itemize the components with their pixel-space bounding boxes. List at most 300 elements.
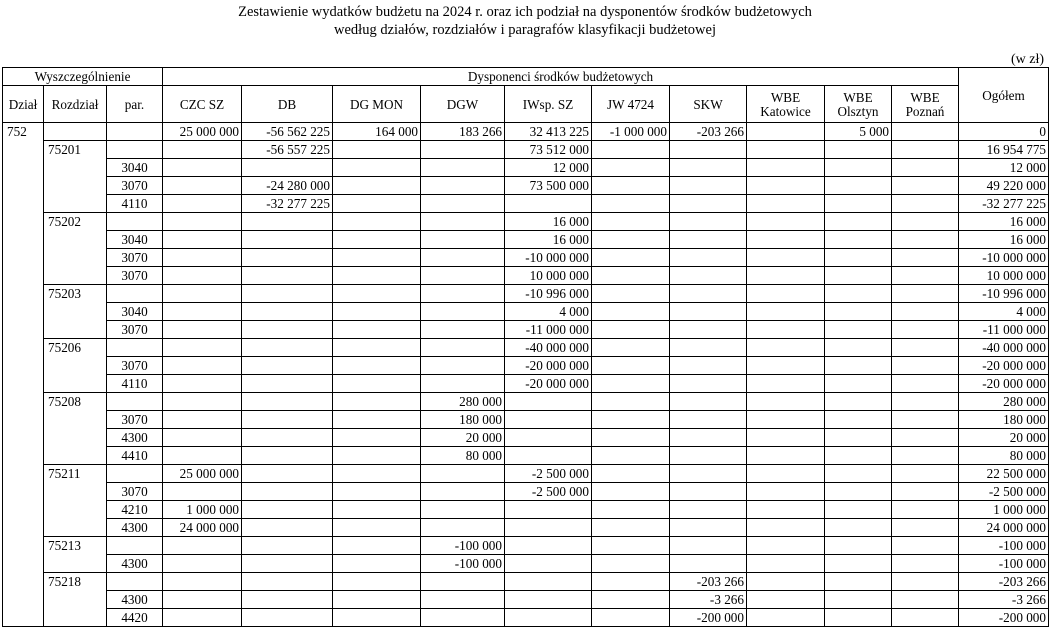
value-cell	[670, 537, 747, 555]
value-cell	[333, 501, 421, 519]
table-row	[3, 537, 1049, 555]
value-cell: 4 000	[505, 303, 592, 321]
value-cell	[747, 285, 825, 303]
value-cell: -100 000	[421, 537, 505, 555]
value-cell	[421, 591, 505, 609]
value-cell	[670, 411, 747, 429]
value-cell	[163, 429, 242, 447]
table-row	[3, 339, 1049, 357]
value-cell	[333, 429, 421, 447]
rozdzial-cell: 75201	[44, 141, 107, 213]
table-row	[3, 357, 1049, 375]
rozdzial-cell: 75218	[44, 573, 107, 627]
value-cell	[163, 159, 242, 177]
budget-table	[2, 67, 1049, 627]
value-cell	[892, 159, 959, 177]
value-cell: -56 562 225	[242, 123, 333, 141]
value-cell	[242, 591, 333, 609]
total-cell: -2 500 000	[959, 483, 1049, 501]
value-cell	[825, 231, 892, 249]
value-cell	[333, 357, 421, 375]
value-cell: -32 277 225	[242, 195, 333, 213]
par-cell	[107, 285, 163, 303]
par-cell	[107, 573, 163, 591]
title-line-2: według działów, rozdziałów i paragrafów klasyfikacji budżetowej	[334, 22, 716, 38]
total-cell: 12 000	[959, 159, 1049, 177]
value-cell: 20 000	[421, 429, 505, 447]
value-cell	[747, 357, 825, 375]
par-cell: 3040	[107, 303, 163, 321]
value-cell	[892, 411, 959, 429]
value-cell: -203 266	[670, 123, 747, 141]
value-cell	[670, 465, 747, 483]
value-cell	[592, 483, 670, 501]
value-cell	[163, 555, 242, 573]
value-cell	[747, 123, 825, 141]
value-cell	[592, 213, 670, 231]
value-cell	[747, 393, 825, 411]
rozdzial-cell: 75208	[44, 393, 107, 465]
table-row	[3, 321, 1049, 339]
value-cell	[592, 195, 670, 213]
par-cell: 3070	[107, 483, 163, 501]
rozdzial-cell: 75202	[44, 213, 107, 285]
table-row	[3, 123, 1049, 141]
value-cell	[892, 483, 959, 501]
table-row	[3, 447, 1049, 465]
value-cell	[825, 339, 892, 357]
value-cell	[670, 321, 747, 339]
value-cell	[592, 303, 670, 321]
value-cell	[505, 411, 592, 429]
value-cell: -20 000 000	[505, 357, 592, 375]
value-cell	[747, 249, 825, 267]
value-cell	[670, 375, 747, 393]
value-cell: 180 000	[421, 411, 505, 429]
value-cell	[892, 591, 959, 609]
value-cell	[421, 357, 505, 375]
par-cell: 3070	[107, 357, 163, 375]
value-cell	[333, 213, 421, 231]
value-cell	[670, 501, 747, 519]
value-cell: 10 000 000	[505, 267, 592, 285]
value-cell	[505, 195, 592, 213]
value-cell	[892, 465, 959, 483]
table-row	[3, 465, 1049, 483]
value-cell	[747, 159, 825, 177]
value-cell	[747, 411, 825, 429]
value-cell	[333, 591, 421, 609]
title-line-1: Zestawienie wydatków budżetu na 2024 r. oraz ich podział na dysponentów środków budżetowych	[238, 4, 812, 20]
par-cell: 3070	[107, 267, 163, 285]
value-cell	[747, 591, 825, 609]
value-cell	[892, 141, 959, 159]
table-row	[3, 285, 1049, 303]
value-cell	[825, 177, 892, 195]
value-cell	[505, 393, 592, 411]
value-cell	[421, 141, 505, 159]
value-cell: 73 512 000	[505, 141, 592, 159]
value-cell	[421, 573, 505, 591]
value-cell	[892, 519, 959, 537]
par-cell	[107, 141, 163, 159]
value-cell	[892, 249, 959, 267]
dzial-cell: 752	[3, 123, 44, 627]
value-cell	[825, 375, 892, 393]
value-cell	[421, 285, 505, 303]
value-cell	[670, 447, 747, 465]
value-cell	[592, 573, 670, 591]
total-cell: 22 500 000	[959, 465, 1049, 483]
value-cell	[670, 159, 747, 177]
value-cell	[670, 339, 747, 357]
value-cell	[892, 195, 959, 213]
value-cell	[670, 357, 747, 375]
value-cell: -2 500 000	[505, 465, 592, 483]
value-cell: -203 266	[670, 573, 747, 591]
value-cell	[825, 285, 892, 303]
header-col-4: IWsp. SZ	[505, 86, 592, 123]
total-cell: 16 000	[959, 213, 1049, 231]
rozdzial-cell: 75211	[44, 465, 107, 537]
value-cell	[242, 375, 333, 393]
value-cell	[892, 231, 959, 249]
document-title	[0, 3, 1050, 39]
header-rozdzial: Rozdział	[44, 86, 107, 123]
value-cell	[892, 321, 959, 339]
value-cell	[242, 321, 333, 339]
value-cell	[333, 555, 421, 573]
value-cell	[670, 303, 747, 321]
value-cell	[892, 339, 959, 357]
value-cell	[825, 393, 892, 411]
value-cell	[333, 267, 421, 285]
value-cell	[163, 483, 242, 501]
value-cell	[333, 159, 421, 177]
par-cell	[107, 537, 163, 555]
value-cell: -40 000 000	[505, 339, 592, 357]
value-cell	[421, 519, 505, 537]
par-cell	[107, 393, 163, 411]
header-col-0: CZC SZ	[163, 86, 242, 123]
rozdzial-cell: 75213	[44, 537, 107, 573]
value-cell	[242, 267, 333, 285]
par-cell: 4110	[107, 375, 163, 393]
value-cell	[421, 339, 505, 357]
value-cell	[421, 375, 505, 393]
table-row	[3, 483, 1049, 501]
value-cell	[333, 573, 421, 591]
value-cell	[163, 141, 242, 159]
value-cell	[242, 159, 333, 177]
value-cell	[333, 195, 421, 213]
value-cell	[747, 339, 825, 357]
value-cell	[421, 303, 505, 321]
value-cell	[163, 213, 242, 231]
value-cell	[747, 483, 825, 501]
rozdzial-cell: 75206	[44, 339, 107, 393]
value-cell	[892, 537, 959, 555]
value-cell	[825, 303, 892, 321]
value-cell	[163, 303, 242, 321]
table-row	[3, 231, 1049, 249]
value-cell	[670, 231, 747, 249]
value-cell	[747, 303, 825, 321]
value-cell	[670, 483, 747, 501]
value-cell	[747, 573, 825, 591]
par-cell	[107, 465, 163, 483]
value-cell	[505, 501, 592, 519]
value-cell	[421, 483, 505, 501]
value-cell	[163, 609, 242, 627]
value-cell	[242, 537, 333, 555]
value-cell: -56 557 225	[242, 141, 333, 159]
value-cell: -11 000 000	[505, 321, 592, 339]
value-cell	[825, 213, 892, 231]
value-cell	[747, 177, 825, 195]
par-cell: 3070	[107, 177, 163, 195]
value-cell	[592, 159, 670, 177]
value-cell	[505, 429, 592, 447]
par-cell: 3070	[107, 321, 163, 339]
value-cell	[892, 303, 959, 321]
value-cell	[163, 591, 242, 609]
total-cell: -100 000	[959, 537, 1049, 555]
total-cell: 24 000 000	[959, 519, 1049, 537]
value-cell	[505, 609, 592, 627]
value-cell	[242, 501, 333, 519]
value-cell	[747, 195, 825, 213]
value-cell	[892, 555, 959, 573]
value-cell	[892, 285, 959, 303]
par-cell: 3040	[107, 231, 163, 249]
total-cell: 16 000	[959, 231, 1049, 249]
value-cell: 1 000 000	[163, 501, 242, 519]
value-cell	[163, 195, 242, 213]
par-cell: 3070	[107, 249, 163, 267]
value-cell: -24 280 000	[242, 177, 333, 195]
value-cell	[242, 411, 333, 429]
value-cell	[592, 231, 670, 249]
table-row	[3, 249, 1049, 267]
value-cell	[163, 339, 242, 357]
value-cell	[670, 519, 747, 537]
total-cell: 280 000	[959, 393, 1049, 411]
value-cell	[825, 141, 892, 159]
value-cell	[892, 429, 959, 447]
value-cell	[163, 537, 242, 555]
value-cell	[163, 411, 242, 429]
value-cell: -20 000 000	[505, 375, 592, 393]
value-cell	[747, 429, 825, 447]
total-cell: 0	[959, 123, 1049, 141]
value-cell	[242, 465, 333, 483]
value-cell: -100 000	[421, 555, 505, 573]
value-cell: 183 266	[421, 123, 505, 141]
value-cell	[892, 267, 959, 285]
value-cell	[242, 393, 333, 411]
total-cell: -200 000	[959, 609, 1049, 627]
value-cell	[421, 213, 505, 231]
value-cell	[670, 393, 747, 411]
table-row	[3, 411, 1049, 429]
table-row	[3, 375, 1049, 393]
table-row	[3, 303, 1049, 321]
value-cell	[242, 447, 333, 465]
value-cell	[333, 375, 421, 393]
value-cell	[825, 447, 892, 465]
value-cell	[163, 321, 242, 339]
value-cell	[333, 483, 421, 501]
value-cell: 73 500 000	[505, 177, 592, 195]
value-cell	[242, 231, 333, 249]
par-cell: 4300	[107, 429, 163, 447]
value-cell	[747, 447, 825, 465]
value-cell	[505, 447, 592, 465]
header-col-9: WBE Poznań	[892, 86, 959, 123]
total-cell: 180 000	[959, 411, 1049, 429]
par-cell: 4300	[107, 555, 163, 573]
value-cell	[421, 321, 505, 339]
table-row	[3, 501, 1049, 519]
value-cell	[592, 411, 670, 429]
value-cell	[670, 195, 747, 213]
value-cell: -10 000 000	[505, 249, 592, 267]
value-cell	[505, 537, 592, 555]
value-cell	[505, 519, 592, 537]
value-cell	[592, 465, 670, 483]
value-cell	[892, 357, 959, 375]
value-cell	[421, 231, 505, 249]
value-cell: 32 413 225	[505, 123, 592, 141]
value-cell	[670, 213, 747, 231]
value-cell	[747, 231, 825, 249]
value-cell	[163, 177, 242, 195]
value-cell	[421, 609, 505, 627]
value-cell	[825, 429, 892, 447]
value-cell	[825, 159, 892, 177]
value-cell	[333, 231, 421, 249]
value-cell: 80 000	[421, 447, 505, 465]
value-cell	[825, 483, 892, 501]
rozdzial-cell	[44, 123, 107, 141]
value-cell	[242, 213, 333, 231]
value-cell	[163, 231, 242, 249]
value-cell	[242, 285, 333, 303]
value-cell: 5 000	[825, 123, 892, 141]
value-cell	[892, 447, 959, 465]
value-cell	[592, 537, 670, 555]
value-cell	[333, 519, 421, 537]
total-cell: 16 954 775	[959, 141, 1049, 159]
value-cell	[892, 393, 959, 411]
value-cell	[242, 573, 333, 591]
value-cell	[421, 195, 505, 213]
value-cell: -200 000	[670, 609, 747, 627]
value-cell: 280 000	[421, 393, 505, 411]
value-cell: 24 000 000	[163, 519, 242, 537]
value-cell: 12 000	[505, 159, 592, 177]
value-cell	[242, 519, 333, 537]
rozdzial-cell: 75203	[44, 285, 107, 339]
table-row	[3, 141, 1049, 159]
total-cell: -10 000 000	[959, 249, 1049, 267]
value-cell	[592, 267, 670, 285]
par-cell: 4110	[107, 195, 163, 213]
value-cell	[242, 249, 333, 267]
table-row	[3, 555, 1049, 573]
value-cell	[333, 465, 421, 483]
value-cell	[505, 555, 592, 573]
value-cell	[747, 609, 825, 627]
value-cell	[825, 555, 892, 573]
table-row	[3, 195, 1049, 213]
value-cell	[333, 447, 421, 465]
value-cell	[163, 285, 242, 303]
value-cell	[333, 411, 421, 429]
header-col-2: DG MON	[333, 86, 421, 123]
value-cell	[592, 321, 670, 339]
value-cell	[163, 573, 242, 591]
value-cell: 16 000	[505, 231, 592, 249]
header-ogolem: Ogółem	[959, 68, 1049, 123]
header-col-6: SKW	[670, 86, 747, 123]
header-col-1: DB	[242, 86, 333, 123]
table-row	[3, 213, 1049, 231]
value-cell	[892, 609, 959, 627]
value-cell	[592, 447, 670, 465]
value-cell	[747, 537, 825, 555]
value-cell	[163, 267, 242, 285]
value-cell	[592, 393, 670, 411]
header-specification: Wyszczególnienie	[3, 68, 163, 86]
total-cell: -11 000 000	[959, 321, 1049, 339]
value-cell: 25 000 000	[163, 123, 242, 141]
value-cell	[747, 267, 825, 285]
total-cell: 10 000 000	[959, 267, 1049, 285]
value-cell	[592, 555, 670, 573]
value-cell	[747, 519, 825, 537]
value-cell	[670, 141, 747, 159]
value-cell	[505, 591, 592, 609]
table-row	[3, 177, 1049, 195]
value-cell: 16 000	[505, 213, 592, 231]
value-cell	[747, 501, 825, 519]
value-cell	[592, 429, 670, 447]
value-cell	[892, 123, 959, 141]
value-cell: 25 000 000	[163, 465, 242, 483]
par-cell: 4210	[107, 501, 163, 519]
value-cell	[592, 519, 670, 537]
value-cell	[242, 303, 333, 321]
value-cell: -2 500 000	[505, 483, 592, 501]
value-cell	[892, 375, 959, 393]
par-cell	[107, 213, 163, 231]
value-cell	[242, 609, 333, 627]
value-cell	[242, 483, 333, 501]
value-cell	[825, 501, 892, 519]
value-cell	[505, 573, 592, 591]
total-cell: -20 000 000	[959, 357, 1049, 375]
value-cell	[421, 177, 505, 195]
total-cell: 4 000	[959, 303, 1049, 321]
value-cell	[892, 501, 959, 519]
value-cell	[825, 537, 892, 555]
value-cell	[892, 213, 959, 231]
value-cell	[592, 609, 670, 627]
table-row	[3, 267, 1049, 285]
value-cell	[421, 465, 505, 483]
